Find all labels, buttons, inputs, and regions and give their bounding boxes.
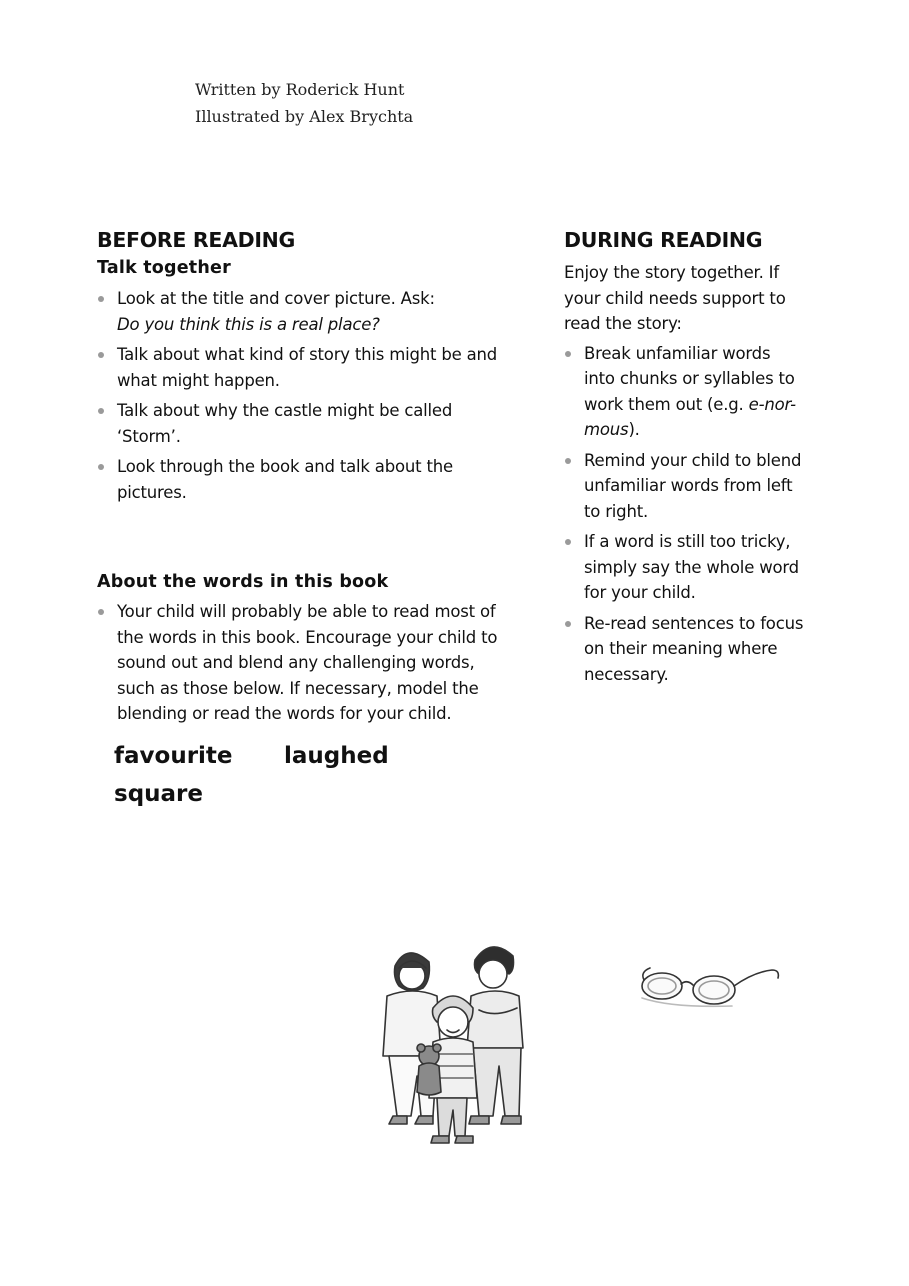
list-item-text: Talk about why the castle might be called ‘Storm’.	[117, 401, 453, 446]
list-item-question: Do you think this is a real place?	[117, 314, 380, 334]
list-item	[97, 599, 517, 727]
list-item	[564, 341, 804, 443]
keyword: laughed	[284, 742, 389, 769]
three-children-icon	[375, 938, 535, 1158]
keyword: square	[114, 780, 203, 807]
credits	[195, 76, 413, 130]
list-item-text: Break unfamiliar words into chunks or syllables to work them out (e.g.	[584, 343, 795, 414]
list-item	[97, 286, 517, 337]
keyword: favourite	[114, 742, 233, 769]
list-item	[97, 398, 517, 449]
list-item-text: Look at the title and cover picture. Ask:	[117, 289, 435, 308]
list-item-text: Re-read sentences to focus on their meaning where necessary.	[584, 613, 804, 684]
list-item-text: If a word is still too tricky, simply say the whole word for your child.	[584, 532, 799, 602]
glasses-icon	[632, 960, 787, 1010]
list-item-text-end: ).	[628, 420, 640, 439]
before-reading-column	[97, 226, 517, 807]
list-item	[564, 611, 804, 688]
during-reading-intro: Enjoy the story together. If your child needs support to read the story:	[564, 263, 786, 333]
about-words-list	[97, 599, 517, 727]
list-item	[564, 529, 804, 606]
list-item-text: Your child will probably be able to read most of the words in this book. Encourage your child to sound out and blend any challenging words, such as those below. If necessary, model the blending or read the words for your child.	[117, 602, 498, 723]
talk-together-title: Talk together	[97, 258, 231, 278]
list-item-example: e-nor-mous	[584, 394, 796, 439]
list-item	[97, 342, 517, 393]
illustrator-credit: Illustrated by Alex Brychta	[195, 107, 414, 126]
before-reading-title: BEFORE READING	[97, 228, 296, 252]
keyword-list	[97, 737, 517, 813]
during-reading-column	[564, 226, 804, 692]
during-reading-title: DURING READING	[564, 228, 763, 252]
list-item-text: Talk about what kind of story this might be and what might happen.	[117, 345, 498, 390]
about-words-section	[97, 599, 517, 813]
talk-together-list	[97, 286, 517, 505]
list-item	[564, 448, 804, 525]
about-words-title: About the words in this book	[97, 572, 389, 592]
during-reading-list	[564, 341, 804, 688]
list-item-text: Remind your child to blend unfamiliar words from left to right.	[584, 450, 802, 521]
list-item-text: Look through the book and talk about the pictures.	[117, 457, 453, 502]
list-item	[97, 454, 517, 505]
author-credit: Written by Roderick Hunt	[195, 80, 405, 99]
